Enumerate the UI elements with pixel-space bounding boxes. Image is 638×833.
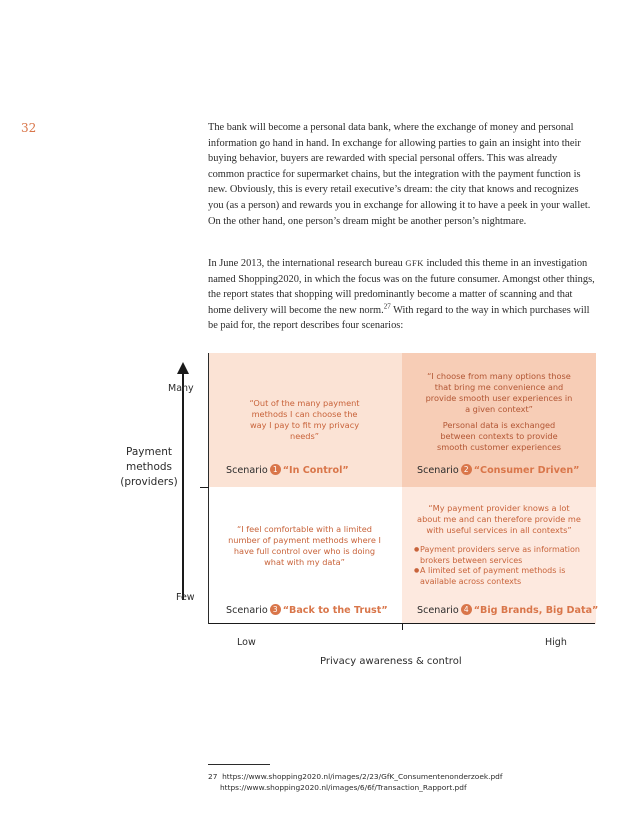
- paragraph-2: [208, 256, 596, 334]
- footnote-line-2: [208, 782, 502, 793]
- scenario-4-bullet: ● A limited set of payment methods is available across contexts: [414, 566, 586, 587]
- x-axis-title: Privacy awareness & control: [320, 656, 462, 667]
- y-axis-title: [114, 445, 184, 490]
- scenario-4-label: [417, 604, 598, 616]
- footnote-line-1: [208, 771, 502, 782]
- x-axis-high-label: High: [545, 637, 567, 648]
- y-axis-low-label: Few: [176, 592, 195, 603]
- scenario-2-number: 2: [461, 464, 472, 475]
- scenario-3-word: Scenario: [226, 605, 268, 616]
- quadrant-consumer-driven: [402, 353, 596, 487]
- footnote: [208, 771, 502, 793]
- scenario-4-word: Scenario: [417, 605, 459, 616]
- scenario-4-bullet: ● Payment providers serve as information brokers between services: [414, 545, 586, 566]
- y-axis-title-line: methods: [125, 461, 173, 473]
- scenario-4-name: “Big Brands, Big Data”: [473, 605, 599, 616]
- y-axis-title-line: Payment: [126, 446, 172, 458]
- y-axis-title-line: (providers): [120, 476, 178, 488]
- scenario-1-quote: “Out of the many payment methods I can choose the way I pay to fit my privacy needs”: [249, 398, 360, 441]
- scenario-1-label: [226, 464, 349, 476]
- scenario-2-note: Personal data is exchanged between contexts to provide smooth customer experiences: [436, 420, 562, 452]
- scenario-3-label: [226, 604, 388, 616]
- scenario-3-name: “Back to the Trust”: [282, 605, 388, 616]
- x-axis-low-label: Low: [237, 637, 256, 648]
- y-axis-mid-tick: [200, 487, 209, 488]
- scenario-2-word: Scenario: [417, 465, 459, 476]
- page-number: 32: [21, 121, 37, 135]
- paragraph-2-part-3: With regard to the way in which purchases will be paid for, the report describes four scenarios:: [208, 304, 590, 332]
- scenario-3-quote: “I feel comfortable with a limited number of payment methods where I have full control over who is doing what with my data”: [228, 524, 381, 567]
- quadrant-back-to-the-trust: [209, 487, 402, 624]
- scenario-4-quote: “My payment provider knows a lot about me and can therefore provide me with useful services in all contexts”: [417, 503, 581, 535]
- quadrant-big-brands-big-data: [402, 487, 599, 624]
- scenario-4-number: 4: [461, 604, 472, 615]
- x-axis-mid-tick: [402, 623, 403, 630]
- scenario-1-number: 1: [270, 464, 281, 475]
- scenario-1-name: “In Control”: [282, 465, 349, 476]
- footnote-link-2[interactable]: https://www.shopping2020.nl/images/6/6f/Transaction_Rapport.pdf: [220, 783, 467, 792]
- scenario-4-bullets: [414, 545, 586, 587]
- quadrant-in-control: [209, 353, 402, 487]
- scenario-2-quote: “I choose from many options those that bring me convenience and provide smooth user experiences in a given context”: [425, 371, 573, 414]
- paragraph-2-part-2: included this theme in an investigation named Shopping2020, in which the focus was on the future consumer. Amongst other things, the report states that shopping will predominantly become a matter of scanning and that home delivery will become the new norm.: [208, 258, 595, 316]
- footnote-link-1[interactable]: https://www.shopping2020.nl/images/2/23/GfK_Consumentenonderzoek.pdf: [222, 772, 503, 781]
- footnote-reference[interactable]: 27: [383, 302, 391, 311]
- footnote-divider: [208, 764, 270, 765]
- scenario-1-word: Scenario: [226, 465, 268, 476]
- footnote-number: 27: [208, 772, 218, 781]
- paragraph-2-part-1: In June 2013, the international research bureau: [208, 258, 406, 269]
- paragraph-1: The bank will become a personal data bank, where the exchange of money and personal information go hand in hand. In exchange for allowing parties to gain an insight into their buying behavior, buyers are rewarded with special personal offers. This was already common practice for supermarket chains, but the integration with the payment function is new. Obviously, this is every retail executive’s dream: the city that knows and recognizes you (as a person) and rewards you in exchange for allowing it to have a peek in your wallet. On the other hand, one person’s dream might be another person’s nightmare.: [208, 122, 591, 227]
- scenario-3-number: 3: [270, 604, 281, 615]
- gfk-name: GFK: [405, 258, 424, 268]
- y-axis-high-label: Many: [168, 383, 194, 394]
- scenario-2-name: “Consumer Driven”: [473, 465, 580, 476]
- scenario-2-label: [417, 464, 579, 476]
- matrix-left-border: [208, 353, 209, 624]
